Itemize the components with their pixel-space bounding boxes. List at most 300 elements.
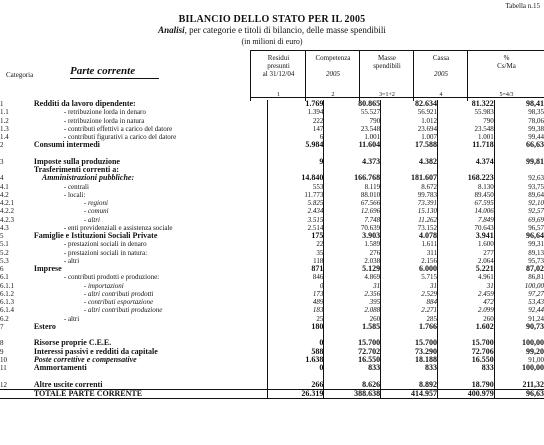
row-label: - altri contributi prodotti bbox=[83, 289, 154, 298]
value-cell: 400.979 bbox=[437, 389, 494, 398]
row-label: Ammortamenti bbox=[33, 364, 87, 373]
value-cell: 3.903 bbox=[324, 232, 381, 240]
value-cell: 183 bbox=[267, 306, 324, 314]
table-row bbox=[0, 240, 544, 248]
column-header-line bbox=[414, 62, 468, 70]
table-row bbox=[0, 183, 544, 191]
value-cell: 276 bbox=[324, 249, 381, 257]
value-cell: 266 bbox=[267, 381, 324, 390]
column-header-line: Residui bbox=[267, 54, 290, 62]
row-label: Interessi passivi e redditi da capitale bbox=[33, 347, 158, 356]
value-cell: 147 bbox=[267, 125, 324, 133]
value-cell: 3.941 bbox=[437, 232, 494, 240]
table-row bbox=[0, 141, 544, 149]
value-cell: 73.391 bbox=[381, 199, 438, 207]
column-header bbox=[305, 50, 360, 101]
value-cell: 871 bbox=[267, 265, 324, 273]
value-cell: 8.130 bbox=[437, 183, 494, 191]
table-row bbox=[0, 348, 544, 356]
value-cell: 11.262 bbox=[381, 216, 438, 224]
column-header-line bbox=[306, 62, 360, 70]
value-cell: 26.319 bbox=[267, 389, 324, 398]
table-row bbox=[0, 158, 544, 166]
table-row bbox=[0, 108, 544, 116]
column-number: 3=1+2 bbox=[379, 92, 395, 98]
value-cell: 395 bbox=[324, 298, 381, 306]
value-cell: 414.957 bbox=[381, 389, 438, 398]
column-number: 2 bbox=[331, 92, 335, 98]
row-label: - importazioni bbox=[83, 281, 124, 290]
value-cell: 4.078 bbox=[381, 232, 438, 240]
category-code bbox=[0, 166, 34, 174]
value-cell: 1.766 bbox=[381, 323, 438, 331]
value-cell: 1.394 bbox=[267, 108, 324, 116]
percent-cell bbox=[494, 331, 544, 339]
data-table bbox=[0, 100, 544, 399]
value-cell: 81.322 bbox=[437, 100, 494, 108]
value-cell: 833 bbox=[381, 364, 438, 372]
category-code: 6 bbox=[0, 265, 4, 274]
row-label: - retribuzione lorda in natura bbox=[63, 116, 145, 125]
table-row bbox=[0, 364, 544, 372]
column-header-line: % bbox=[503, 54, 510, 62]
value-cell: 15.700 bbox=[437, 339, 494, 347]
title-block bbox=[0, 14, 544, 47]
categoria-header: Categoria bbox=[6, 71, 34, 79]
value-cell: 11.604 bbox=[324, 141, 381, 149]
value-cell: 80.865 bbox=[324, 100, 381, 108]
category-code bbox=[0, 372, 34, 380]
table-number-label: Tabella n.15 bbox=[505, 2, 540, 10]
value-cell: 2.529 bbox=[381, 290, 438, 298]
percent-cell: 78,06 bbox=[494, 117, 544, 125]
column-header-line: al 31/12/04 bbox=[262, 70, 295, 78]
value-cell: 2.514 bbox=[267, 224, 324, 232]
row-label: - contributi effettivi a carico del datore bbox=[63, 124, 173, 133]
value-cell: 12.696 bbox=[324, 207, 381, 215]
value-cell: 553 bbox=[267, 183, 324, 191]
value-cell: 5.221 bbox=[437, 265, 494, 273]
value-cell: 1.769 bbox=[267, 100, 324, 108]
value-cell: 846 bbox=[267, 273, 324, 281]
category-code: 5.1 bbox=[0, 240, 9, 249]
column-header-line: 2005 bbox=[434, 70, 448, 78]
value-cell bbox=[267, 166, 324, 174]
value-cell: 2.156 bbox=[381, 257, 438, 265]
value-cell: 31 bbox=[324, 282, 381, 290]
category-code: 1.3 bbox=[0, 124, 9, 133]
table-row bbox=[0, 372, 544, 380]
percent-cell: 100,00 bbox=[494, 364, 544, 372]
value-cell: 1.600 bbox=[437, 240, 494, 248]
total-row bbox=[0, 389, 544, 398]
row-label: - altri contributi produzione bbox=[83, 306, 163, 315]
row-label: - altri bbox=[83, 215, 100, 224]
value-cell: 173 bbox=[267, 290, 324, 298]
percent-cell: 91,24 bbox=[494, 315, 544, 323]
value-cell: 67.566 bbox=[324, 199, 381, 207]
value-cell: 311 bbox=[381, 249, 438, 257]
value-cell: 5.984 bbox=[267, 141, 324, 149]
category-code: 6.1 bbox=[0, 273, 9, 282]
value-cell: 18.188 bbox=[381, 356, 438, 364]
row-label: - comuni bbox=[83, 207, 109, 216]
value-cell: 99.783 bbox=[381, 191, 438, 199]
category-code: 6.1.3 bbox=[0, 298, 14, 307]
value-cell: 4.382 bbox=[381, 158, 438, 166]
value-cell: 73.152 bbox=[381, 224, 438, 232]
category-code: 4.2.1 bbox=[0, 199, 14, 208]
value-cell bbox=[324, 331, 381, 339]
category-code: 8 bbox=[0, 339, 4, 348]
percent-cell bbox=[494, 372, 544, 380]
page-title: BILANCIO DELLO STATO PER IL 2005 bbox=[178, 14, 366, 25]
table-row bbox=[0, 117, 544, 125]
percent-cell: 89,13 bbox=[494, 249, 544, 257]
value-cell: 2.356 bbox=[324, 290, 381, 298]
row-label: - contributi esportazione bbox=[83, 298, 154, 307]
value-cell: 790 bbox=[437, 117, 494, 125]
category-code: 4 bbox=[0, 174, 4, 183]
value-cell: 1.638 bbox=[267, 356, 324, 364]
value-cell bbox=[381, 150, 438, 158]
column-header-line: Competenza bbox=[315, 54, 351, 62]
row-label bbox=[34, 150, 267, 158]
value-cell: 2.064 bbox=[437, 257, 494, 265]
percent-cell: 211,32 bbox=[494, 381, 544, 390]
row-label: TOTALE PARTE CORRENTE bbox=[34, 389, 267, 398]
value-cell: 2.099 bbox=[437, 306, 494, 314]
table-row bbox=[0, 174, 544, 182]
category-code: 5.3 bbox=[0, 256, 9, 265]
table-row bbox=[0, 150, 544, 158]
category-code: 4.2.2 bbox=[0, 207, 14, 216]
table-row bbox=[0, 339, 544, 347]
row-label: - retribuzione lorda in denaro bbox=[63, 108, 146, 117]
percent-cell: 92,44 bbox=[494, 306, 544, 314]
table-header bbox=[0, 50, 544, 97]
value-cell: 73.290 bbox=[381, 348, 438, 356]
table-row bbox=[0, 306, 544, 314]
value-cell: 55.527 bbox=[324, 108, 381, 116]
value-cell: 70.639 bbox=[324, 224, 381, 232]
percent-cell: 89,64 bbox=[494, 191, 544, 199]
subtitle-rest: , per categorie e titoli di bilancio, delle masse spendibili bbox=[184, 25, 386, 35]
row-label: - locali: bbox=[63, 190, 86, 199]
value-cell bbox=[381, 331, 438, 339]
value-cell: 7.849 bbox=[437, 216, 494, 224]
category-code: 3 bbox=[0, 157, 4, 166]
value-cell: 8.119 bbox=[324, 183, 381, 191]
percent-cell: 99,20 bbox=[494, 348, 544, 356]
row-label: Amministrazioni pubbliche: bbox=[41, 174, 135, 183]
value-cell: 5.825 bbox=[267, 199, 324, 207]
value-cell: 1.585 bbox=[324, 323, 381, 331]
value-cell: 55.983 bbox=[437, 108, 494, 116]
column-header-line: Cassa bbox=[432, 54, 450, 62]
percent-cell: 92,63 bbox=[494, 174, 544, 182]
value-cell bbox=[324, 166, 381, 174]
table-row bbox=[0, 381, 544, 390]
row-label: Altre uscite correnti bbox=[33, 380, 103, 389]
value-cell: 790 bbox=[324, 117, 381, 125]
value-cell: 23.694 bbox=[381, 125, 438, 133]
value-cell: 0 bbox=[267, 364, 324, 372]
column-header-line: Masse bbox=[378, 54, 396, 62]
category-code: 6.1.4 bbox=[0, 306, 14, 315]
value-cell: 14.006 bbox=[437, 207, 494, 215]
value-cell: 72.702 bbox=[324, 348, 381, 356]
category-code: 6.2 bbox=[0, 314, 9, 323]
value-cell: 175 bbox=[267, 232, 324, 240]
value-cell: 8.672 bbox=[381, 183, 438, 191]
table-row bbox=[0, 356, 544, 364]
table-row bbox=[0, 265, 544, 273]
value-cell: 14.840 bbox=[267, 174, 324, 182]
percent-cell: 95,73 bbox=[494, 257, 544, 265]
value-cell: 489 bbox=[267, 298, 324, 306]
table-row bbox=[0, 232, 544, 240]
percent-cell: 100,00 bbox=[494, 339, 544, 347]
value-cell bbox=[324, 150, 381, 158]
value-cell: 833 bbox=[324, 364, 381, 372]
category-code: 4.3 bbox=[0, 223, 9, 232]
value-cell bbox=[381, 166, 438, 174]
column-header bbox=[467, 50, 544, 101]
value-cell: 588 bbox=[267, 348, 324, 356]
table-row bbox=[0, 282, 544, 290]
table-row bbox=[0, 100, 544, 108]
category-code: 4.2 bbox=[0, 190, 9, 199]
section-title-text: Parte corrente bbox=[70, 65, 159, 79]
value-cell: 2.088 bbox=[324, 306, 381, 314]
value-cell bbox=[437, 331, 494, 339]
value-cell: 16.550 bbox=[437, 356, 494, 364]
table-row bbox=[0, 323, 544, 331]
percent-cell: 69,69 bbox=[494, 216, 544, 224]
value-cell: 2.038 bbox=[324, 257, 381, 265]
value-cell: 4.374 bbox=[437, 158, 494, 166]
row-label: - prestazioni sociali in denaro bbox=[63, 240, 147, 249]
percent-cell: 96,63 bbox=[494, 389, 544, 398]
percent-cell: 92,57 bbox=[494, 207, 544, 215]
value-cell: 2.434 bbox=[267, 207, 324, 215]
category-code: 1.4 bbox=[0, 133, 9, 142]
row-label: Estero bbox=[33, 322, 56, 331]
category-code: 7 bbox=[0, 322, 4, 331]
value-cell: 2.271 bbox=[381, 306, 438, 314]
percent-cell: 90,73 bbox=[494, 323, 544, 331]
value-cell: 4.961 bbox=[437, 273, 494, 281]
value-cell: 35 bbox=[267, 249, 324, 257]
row-label bbox=[34, 331, 267, 339]
value-cell: 118 bbox=[267, 257, 324, 265]
category-code bbox=[0, 150, 34, 158]
percent-cell: 87,02 bbox=[494, 265, 544, 273]
value-cell bbox=[267, 150, 324, 158]
percent-cell: 93,75 bbox=[494, 183, 544, 191]
category-code: 6.1.2 bbox=[0, 289, 14, 298]
percent-cell: 66,63 bbox=[494, 141, 544, 149]
value-cell: 11.773 bbox=[267, 191, 324, 199]
category-code bbox=[0, 331, 34, 339]
row-label: - centrali bbox=[63, 182, 89, 191]
category-code: 9 bbox=[0, 347, 4, 356]
percent-cell: 92,10 bbox=[494, 199, 544, 207]
subtitle-italic: Analisi bbox=[158, 25, 185, 35]
value-cell: 17.588 bbox=[381, 141, 438, 149]
value-cell: 4.869 bbox=[324, 273, 381, 281]
row-label: - contributi prodotti e produzione: bbox=[63, 273, 160, 282]
value-cell: 16.550 bbox=[324, 356, 381, 364]
category-code: 6.1.1 bbox=[0, 281, 14, 290]
value-cell: 89.450 bbox=[437, 191, 494, 199]
category-code: 5.2 bbox=[0, 248, 9, 257]
value-cell: 884 bbox=[381, 298, 438, 306]
value-cell: 3.515 bbox=[267, 216, 324, 224]
percent-cell: 99,81 bbox=[494, 158, 544, 166]
value-cell: 31 bbox=[437, 282, 494, 290]
value-cell: 166.768 bbox=[324, 174, 381, 182]
value-cell: 1.589 bbox=[324, 240, 381, 248]
value-cell: 23.548 bbox=[324, 125, 381, 133]
category-code: 1.1 bbox=[0, 108, 9, 117]
column-header bbox=[359, 50, 414, 101]
column-number: 1 bbox=[277, 92, 280, 98]
value-cell: 1.602 bbox=[437, 323, 494, 331]
column-header-line: Cs/Ma bbox=[497, 62, 516, 70]
percent-cell bbox=[494, 150, 544, 158]
percent-cell: 98,35 bbox=[494, 108, 544, 116]
value-cell: 260 bbox=[437, 315, 494, 323]
table-row bbox=[0, 207, 544, 215]
row-label: Consumi intermedi bbox=[33, 141, 100, 150]
category-code: 5 bbox=[0, 232, 4, 241]
column-header-line: presunti bbox=[267, 62, 290, 70]
unit-label: (in milioni di euro) bbox=[241, 37, 303, 46]
value-cell: 1.001 bbox=[324, 133, 381, 141]
percent-cell: 99,38 bbox=[494, 125, 544, 133]
value-cell bbox=[324, 372, 381, 380]
value-cell: 388.638 bbox=[324, 389, 381, 398]
category-code: 10 bbox=[0, 355, 7, 364]
column-number: 4 bbox=[439, 92, 443, 98]
value-cell: 0 bbox=[267, 339, 324, 347]
value-cell bbox=[267, 372, 324, 380]
table-row bbox=[0, 257, 544, 265]
value-cell: 285 bbox=[381, 315, 438, 323]
table-row bbox=[0, 298, 544, 306]
value-cell: 25 bbox=[267, 315, 324, 323]
table-row bbox=[0, 249, 544, 257]
row-label: - regioni bbox=[83, 199, 108, 208]
category-code: 12 bbox=[0, 380, 7, 389]
value-cell: 8.892 bbox=[381, 381, 438, 390]
value-cell: 7.748 bbox=[324, 216, 381, 224]
row-label: - prestazioni sociali in natura: bbox=[63, 248, 148, 257]
category-code: 11 bbox=[0, 364, 7, 373]
value-cell: 15.130 bbox=[381, 207, 438, 215]
value-cell: 6.000 bbox=[381, 265, 438, 273]
percent-cell: 86,81 bbox=[494, 273, 544, 281]
row-label: Trasferimenti correnti a: bbox=[33, 166, 119, 175]
row-label: Imprese bbox=[33, 265, 62, 274]
percent-cell: 97,27 bbox=[494, 290, 544, 298]
value-cell: 15.700 bbox=[324, 339, 381, 347]
percent-cell: 91,00 bbox=[494, 356, 544, 364]
column-header-line: spendibili bbox=[373, 62, 401, 70]
value-cell bbox=[381, 372, 438, 380]
section-title bbox=[70, 65, 250, 77]
row-label: - enti previdenziali e assistenza sociale bbox=[63, 223, 173, 232]
value-cell: 9 bbox=[267, 158, 324, 166]
value-cell bbox=[437, 372, 494, 380]
table-row bbox=[0, 191, 544, 199]
column-header-line bbox=[468, 70, 544, 78]
category-code: 4.1 bbox=[0, 182, 9, 191]
value-cell: 22 bbox=[267, 240, 324, 248]
category-code bbox=[0, 389, 34, 398]
percent-cell: 99,44 bbox=[494, 133, 544, 141]
table-row bbox=[0, 199, 544, 207]
value-cell: 11.718 bbox=[437, 141, 494, 149]
percent-cell: 96,64 bbox=[494, 232, 544, 240]
header-rule bbox=[250, 50, 544, 51]
value-cell: 18.790 bbox=[437, 381, 494, 390]
percent-cell bbox=[494, 166, 544, 174]
value-cell: 56.921 bbox=[381, 108, 438, 116]
value-cell: 15.700 bbox=[381, 339, 438, 347]
table-row bbox=[0, 273, 544, 281]
value-cell: 72.706 bbox=[437, 348, 494, 356]
row-label bbox=[34, 372, 267, 380]
row-label: - altri bbox=[63, 256, 80, 265]
row-label: Redditi da lavoro dipendente: bbox=[33, 100, 136, 109]
column-header bbox=[250, 50, 306, 101]
row-label: Poste correttive e compensative bbox=[33, 355, 137, 364]
value-cell bbox=[437, 166, 494, 174]
value-cell: 5.129 bbox=[324, 265, 381, 273]
percent-cell: 100,00 bbox=[494, 282, 544, 290]
row-label: - altri bbox=[63, 314, 80, 323]
value-cell: 1.012 bbox=[381, 117, 438, 125]
value-cell: 5.715 bbox=[381, 273, 438, 281]
value-cell: 1.611 bbox=[381, 240, 438, 248]
row-label: Famiglie e Istituzioni Sociali Private bbox=[33, 232, 158, 241]
row-label: - contributi figurativi a carico del datore bbox=[63, 133, 177, 142]
column-number: 5=4/3 bbox=[499, 92, 514, 98]
table-row bbox=[0, 166, 544, 174]
category-code: 4.2.3 bbox=[0, 215, 14, 224]
column-header-line: 2005 bbox=[326, 70, 340, 78]
value-cell bbox=[267, 331, 324, 339]
percent-cell: 98,41 bbox=[494, 100, 544, 108]
header-rule bbox=[250, 97, 544, 98]
value-cell: 23.548 bbox=[437, 125, 494, 133]
value-cell: 4.373 bbox=[324, 158, 381, 166]
value-cell: 8.626 bbox=[324, 381, 381, 390]
value-cell: 472 bbox=[437, 298, 494, 306]
table-row bbox=[0, 290, 544, 298]
value-cell: 833 bbox=[437, 364, 494, 372]
value-cell bbox=[437, 150, 494, 158]
value-cell: 0 bbox=[267, 282, 324, 290]
value-cell: 260 bbox=[324, 315, 381, 323]
table-row bbox=[0, 125, 544, 133]
column-header-line bbox=[360, 70, 414, 78]
percent-cell: 99,31 bbox=[494, 240, 544, 248]
value-cell: 222 bbox=[267, 117, 324, 125]
